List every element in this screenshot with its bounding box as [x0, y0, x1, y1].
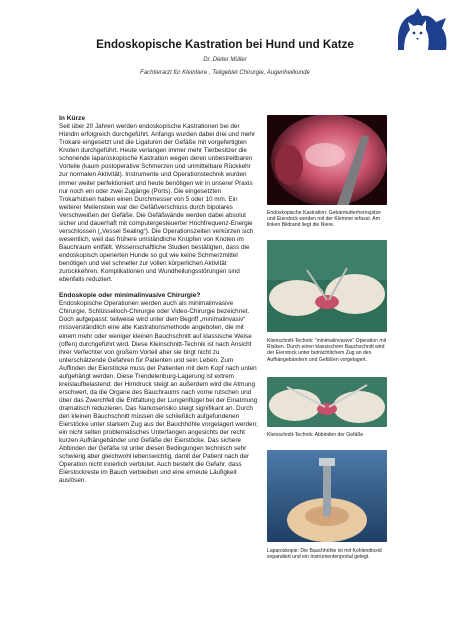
- page-title: Endoskopische Kastration bei Hund und Katze: [96, 38, 354, 51]
- figure-caption: Kleinschnitt-Technik: “minimalinvasive” Operation mit Risiken. Durch einen klassischem Bauchschnitt wird der Eierstock unter beträchtlichem Zug an den Aufhängebändern und Gefäßen vorgelagert.: [267, 338, 387, 363]
- laparoscopy-photo: [267, 450, 387, 542]
- vessel-ligation-photo: [267, 377, 387, 427]
- figure-caption: Kleinschnitt-Technik: Abbinden der Gefäße: [267, 432, 364, 438]
- section-body: Seit über 20 Jahren werden endoskopische Kastrationen bei der Hündin erfolgreich durchgeführt. Anfangs wurden dabei drei und mehr Trokare eingesetzt und die Ligaturen der Gefäße mit vorgefertigten Knoten durchgeführt. Heute verlangen immer mehr Tierbesitzer die schonende laparoskopische Kastration wegen deren unbestreitbaren Vorteile (kaum postoperative Schmerzen und unmittelbare Rückkehr zur normalen Aktivität). Instrumente und Operationstechnik wurden immer weiter perfektioniert und heute benötigen wir in unserer Praxis nur noch ein oder zwei Zugänge (Ports). Die eingesetzten Trokarhülsen haben einen Durchmesser von 5 oder 10 mm. Ein weiterer Meilenstein war der Gefäßverschluss durch bipolares Verschweißen der Gefäße. Die Gefäßwände werden dabei absolut sicher und dauerhaft mit computergesteuerter Hochfrequenz-Energie verschlossen („Vessel Sealing“). Die Operationszeiten verkürzen sich wesentlich, weil das frühere umständliche Knüpfen von Knoten im Bauchraum entfällt. Wissenschaftliche Studien bestätigten, dass die endoskopisch operierten Hunde so gut wie keine Schmerzmittel benötigen und viel schneller zur vollen körperlichen Aktivität zurückkehren. Komplikationen und Wundheilungsstörungen sind ebenfalls reduziert.: [59, 123, 256, 284]
- section-body: Endoskopische Operationen werden auch als minimalinvasive Chirurgie, Schlüsselloch-Chirurgie oder Video-Chirurgie bezeichnet. Doch aufgepasst: teilweise wird unter dem Begriff „minimalinvasiv“ missverständlich eine alte Kastrationsmethode angeboten, die mit einem mehr oder weniger kleinen Bauchschnitt auf klassische Weise (offen) durchgeführt wird. Diese Kleinschnitt-Technik ist nach Ansicht ihrer Verfechter von großem Vorteil aber sie birgt nicht zu unterschätzende Gefahren für Patienten und sein Leben. Zum Auffinden der Eierstöcke muss der Patienten mit dem Kopf nach unten aufgehängt werden. Diese Trendelenburg-Lagerung ist extrem kreislaufbelastend: der Hirndruck steigt an außerdem wird die Atmung erschwert, da die Organe des Bauchraums nach vorne rutschen und über das Zwerchfell die Entfaltung der Lungenflügel bei der Einatmung dramatisch reduzieren. Das Narkoserisiko steigt signifikant an. Durch den kleinen Bauchschnitt müssen die schließlich aufgefundenen Eierstöcke unter starkem Zug aus der Bauchhöhle vorgelagert werden; ein nicht selten problematisches Unterfangen angesichts der recht kurzen Aufhängebänder und Gefäße der Eierstöcke. Das sichere Abbinden der Gefäße ist unter diesen Bedingungen technisch sehr schwierig aber gleichwohl lebenswichtig, damit der Patient nach der Operation nicht innerlich verblutet. Auch besteht die Gefahr, dass Eierstockreste im Bauch verbleiben und eine erneute Läufigkeit auslösen.: [59, 300, 258, 485]
- article-body: [59, 115, 259, 485]
- endoscopic-ovary-photo: [267, 115, 387, 205]
- section-heading: In Kürze: [59, 115, 86, 122]
- author: Dr. Dieter Müller: [203, 57, 247, 63]
- affiliation: Fachtierarzt für Kleintiere , Teilgebiet Chirurgie, Augenheilkunde: [140, 70, 310, 76]
- figure-caption: Laparoskopie: Die Bauchhöhle ist mit Kohlendioxid expandiert und ein Instrumentenportal gelegt.: [267, 548, 382, 561]
- figure-caption: Endoskopische Kastration: Gebärmutterhornspitze und Eierstock werden mit der Klemme erfasst. Am linken Bildrand liegt die Niere.: [267, 210, 381, 229]
- section-heading: Endoskopie oder minimalinvasive Chirurgie?: [59, 292, 201, 300]
- dog-cat-logo-icon: [396, 6, 450, 54]
- small-incision-photo: [267, 240, 387, 332]
